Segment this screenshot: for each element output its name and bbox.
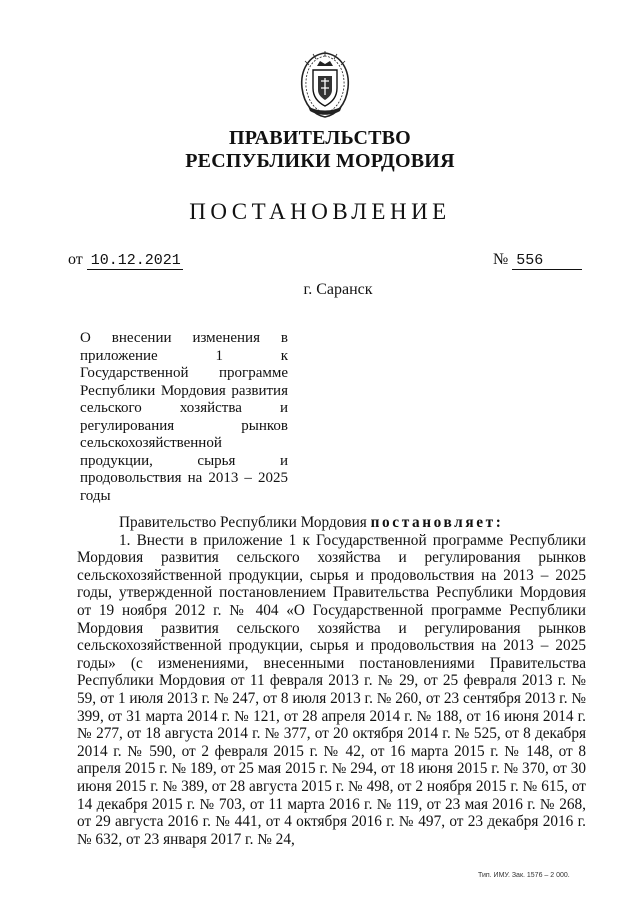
organization-title-line1: ПРАВИТЕЛЬСТВО: [229, 127, 411, 149]
print-mark: Тип. ИМУ. Зак. 1576 – 2 000.: [478, 872, 570, 879]
document-number-field: [493, 251, 582, 270]
document-subject: О внесении изменения в приложение 1 к Государственной программе Республики Мордовия развития сельского хозяйства и регулирования рынков сельскохозяйственной продукции, сырья и продовольствия на 2013 – 2025 годы: [80, 330, 288, 504]
city-line: г. Саранск: [303, 281, 373, 298]
date-value: 10.12.2021: [87, 252, 183, 270]
date-field: [68, 251, 183, 270]
organization-title-line2: РЕСПУБЛИКИ МОРДОВИЯ: [185, 150, 455, 172]
number-prefix: №: [493, 251, 509, 268]
intro-action: постановляет:: [370, 514, 504, 531]
coat-of-arms-emblem: [296, 50, 354, 120]
document-type-heading: ПОСТАНОВЛЕНИЕ: [189, 199, 451, 224]
document-body: [77, 514, 586, 848]
date-prefix: от: [68, 251, 83, 268]
document-number-value: 556: [512, 252, 582, 270]
body-paragraph-1: 1. Внести в приложение 1 к Государственной программе Республики Мордовия развития сельского хозяйства и регулирования рынков сельскохозяйственной продукции, сырья и продовольствия на 2013 – 2025 годы, утвержденной постановлением Правительства Республики Мордовия от 19 ноября 2012 г. № 404 «О Государственной программе Республики Мордовия развития сельского хозяйства и регулирования рынков сельскохозяйственной продукции, сырья и продовольствия на 2013 – 2025 годы» (с изменениями, внесенными постановлениями Правительства Республики Мордовия от 11 февраля 2013 г. № 29, от 25 февраля 2013 г. № 59, от 1 июля 2013 г. № 247, от 8 июля 2013 г. № 260, от 23 сентября 2013 г. № 399, от 31 марта 2014 г. № 121, от 28 апреля 2014 г. № 188, от 16 июня 2014 г. № 277, от 18 августа 2014 г. № 377, от 20 октября 2014 г. № 525, от 8 декабря 2014 г. № 590, от 2 февраля 2015 г. № 42, от 16 марта 2015 г. № 148, от 8 апреля 2015 г. № 189, от 25 мая 2015 г. № 294, от 18 июня 2015 г. № 370, от 30 июня 2015 г. № 389, от 28 августа 2015 г. № 498, от 2 ноября 2015 г. № 615, от 14 декабря 2015 г. № 703, от 11 марта 2016 г. № 119, от 23 мая 2016 г. № 268, от 29 августа 2016 г. № 441, от 4 октября 2016 г. № 497, от 23 декабря 2016 г. № 632, от 23 января 2017 г. № 24,: [77, 531, 586, 848]
intro-text: Правительство Республики Мордовия: [119, 514, 367, 531]
intro-paragraph: [77, 514, 586, 532]
